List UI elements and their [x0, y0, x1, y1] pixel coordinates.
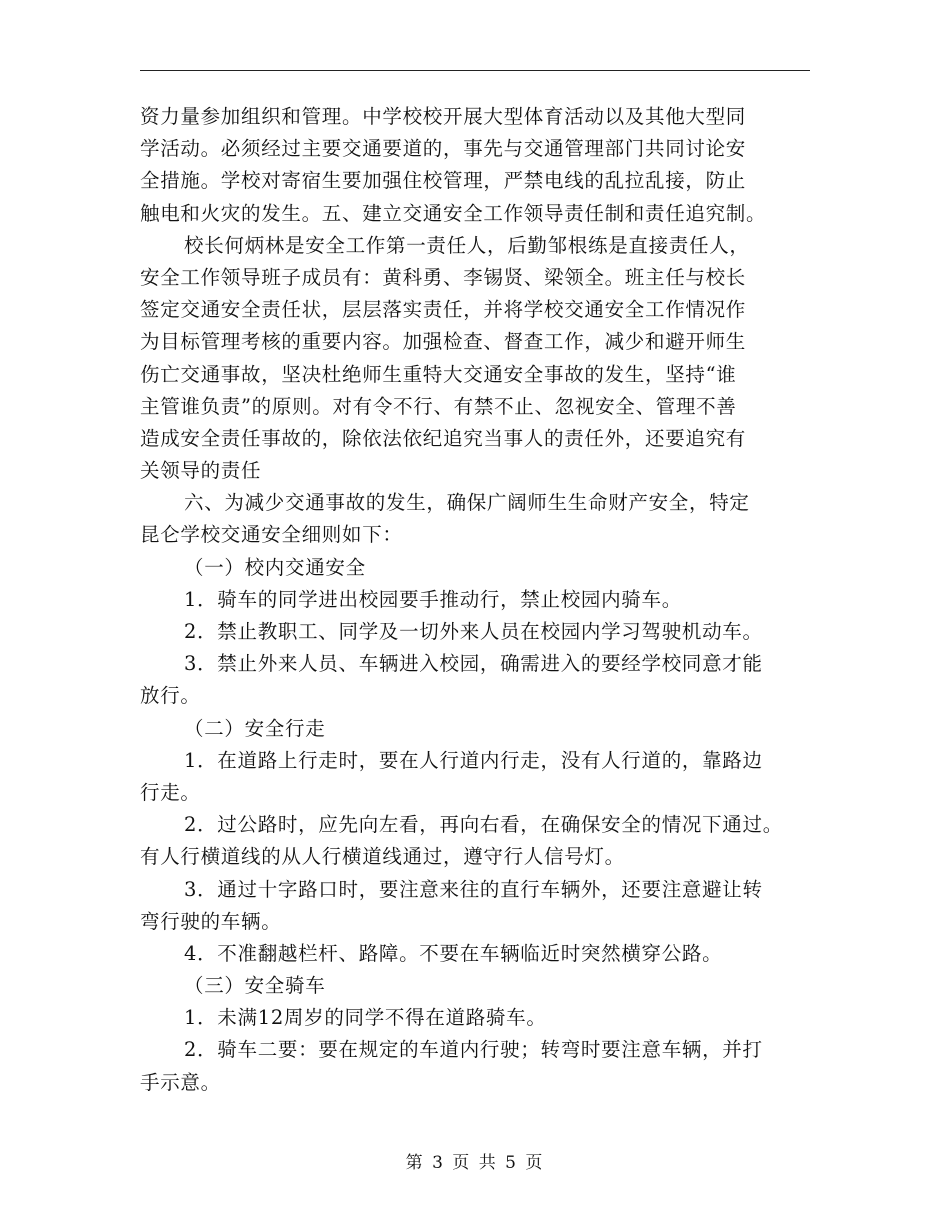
body-line: 3．禁止外来人员、车辆进入校园，确需进入的要经学校同意才能 — [184, 652, 763, 676]
body-line: 2．禁止教职工、同学及一切外来人员在校园内学习驾驶机动车。 — [184, 620, 763, 643]
page-footer: 第 3 页 共 5 页 — [405, 1153, 545, 1173]
document-body — [140, 101, 840, 1099]
body-line: 校长何炳林是安全工作第一责任人，后勤邹根练是直接责任人， — [184, 233, 750, 257]
body-line: 手示意。 — [140, 1070, 221, 1094]
body-line: 伤亡交通事故，坚决杜绝师生重特大交通安全事故的发生，坚持“谁 — [140, 362, 737, 386]
body-line: 3．通过十字路口时，要注意来往的直行车辆外，还要注意避让转 — [184, 877, 763, 901]
body-line: 造成安全责任事故的，除依法依纪追究当事人的责任外，还要追究有 — [140, 426, 747, 450]
body-line: 主管谁负责”的原则。对有令不行、有禁不止、忽视安全、管理不善 — [140, 394, 737, 418]
body-line: 放行。 — [140, 684, 201, 708]
section-heading: （三）安全骑车 — [184, 974, 326, 998]
body-line: 4．不准翻越栏杆、路障。不要在车辆临近时突然横穿公路。 — [184, 941, 723, 965]
body-line: 行走。 — [140, 780, 201, 804]
body-line: 昆仑学校交通安全细则如下： — [140, 523, 403, 547]
section-heading: （一）校内交通安全 — [184, 555, 366, 579]
body-line: 弯行驶的车辆。 — [140, 909, 282, 933]
body-line: 1．骑车的同学进出校园要手推动行，禁止校园内骑车。 — [184, 587, 682, 611]
body-line: 有人行横道线的从人行横道线通过，遵守行人信号灯。 — [140, 845, 625, 869]
body-line: 触电和火灾的发生。五、建立交通安全工作领导责任制和责任追究制。 — [140, 201, 767, 225]
section-heading: （二）安全行走 — [184, 716, 326, 740]
body-line: 为目标管理考核的重要内容。加强检查、督查工作，减少和避开师生 — [140, 330, 747, 354]
body-line: 六、为减少交通事故的发生，确保广阔师生生命财产安全，特定 — [184, 491, 750, 515]
body-line: 关领导的责任 — [140, 459, 262, 483]
body-line: 全措施。学校对寄宿生要加强住校管理，严禁电线的乱拉乱接，防止 — [140, 169, 747, 193]
body-line: 安全工作领导班子成员有：黄科勇、李锡贤、梁领全。班主任与校长 — [140, 265, 747, 289]
body-line: 2．过公路时，应先向左看，再向右看，在确保安全的情况下通过。 — [184, 813, 783, 837]
body-line: 资力量参加组织和管理。中学校校开展大型体育活动以及其他大型同 — [140, 105, 747, 128]
body-line: 签定交通安全责任状，层层落实责任，并将学校交通安全工作情况作 — [140, 298, 747, 322]
body-line: 2．骑车二要：要在规定的车道内行驶；转弯时要注意车辆，并打 — [184, 1038, 763, 1062]
body-line: 学活动。必须经过主要交通要道的，事先与交通管理部门共同讨论安 — [140, 137, 747, 161]
body-line: 1．未满12周岁的同学不得在道路骑车。 — [184, 1006, 547, 1030]
header-rule — [140, 70, 810, 71]
body-line: 1．在道路上行走时，要在人行道内行走，没有人行道的，靠路边 — [184, 748, 763, 772]
